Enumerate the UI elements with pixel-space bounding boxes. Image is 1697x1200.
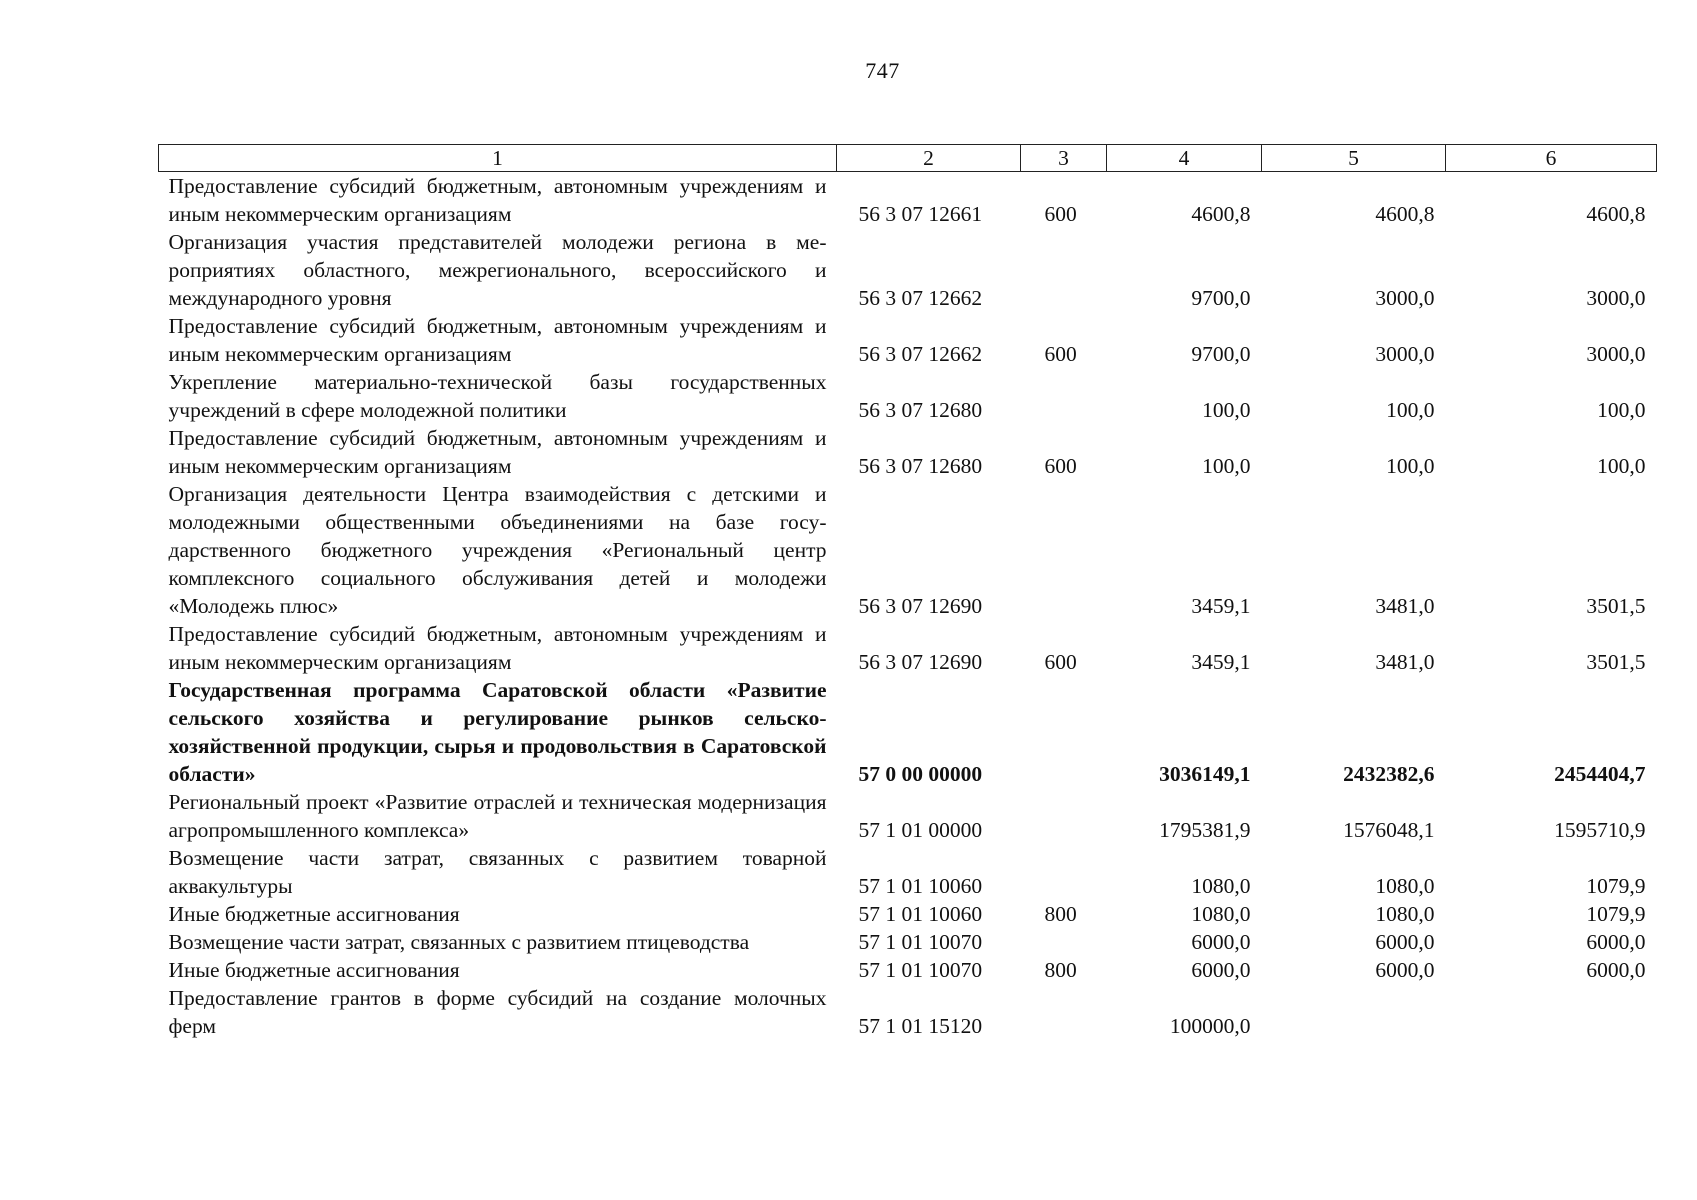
row-expense-kind: [1021, 788, 1107, 844]
row-expense-kind: 600: [1044, 202, 1077, 226]
table-header: [159, 145, 1657, 172]
row-value-col5: 3000,0: [1375, 342, 1435, 366]
row-value-col4: 6000,0: [1191, 930, 1251, 954]
table-row: [159, 928, 1657, 956]
row-value-col4: 3036149,1: [1159, 762, 1251, 786]
row-value-col5: 100,0: [1386, 454, 1435, 478]
row-code: 57 0 00 00000: [858, 762, 983, 786]
row-value-col4: 6000,0: [1191, 958, 1251, 982]
row-name: Возмещение части затрат, связанных с развитием товарной аквакультуры: [168, 846, 827, 898]
row-value-col4: 9700,0: [1191, 286, 1251, 310]
row-name: Предоставление субсидий бюджетным, автономным учреждениям и иным некоммерческим организациям: [168, 174, 827, 226]
row-value-col5: 6000,0: [1375, 958, 1435, 982]
row-value-col5: 6000,0: [1375, 930, 1435, 954]
row-name: Организация участия представителей молодежи региона в мероприятиях областного, межрегионального, всероссийского и международного уровня: [168, 230, 827, 310]
row-name: Иные бюджетные ассигнования: [168, 902, 460, 926]
row-value-col6: 6000,0: [1586, 958, 1646, 982]
row-name: Государственная программа Саратовской области «Развитие сельского хозяйства и регулирование рынков сельскохозяйственной продукции, сырья и продовольствия в Саратовской области»: [168, 678, 827, 786]
row-name: Укрепление материально-технической базы государственных учреждений в сфере молодежной политики: [168, 370, 827, 422]
row-expense-kind: [1021, 480, 1107, 620]
page-number: 747: [865, 58, 900, 83]
row-expense-kind: [1021, 676, 1107, 788]
row-expense-kind: [1021, 844, 1107, 900]
header-col-2: 2: [837, 145, 1021, 172]
table-row: [159, 228, 1657, 312]
row-name: Организация деятельности Центра взаимодействия с детскими и молодежными общественными объединениями на базе государственного бюджетного учреждения «Региональный центр комплексного социального обслуживания детей и молодежи «Молодежь плюс»: [168, 482, 827, 618]
row-code: 57 1 01 00000: [858, 818, 983, 842]
row-value-col6: [1446, 984, 1657, 1040]
row-value-col5: 2432382,6: [1343, 762, 1435, 786]
table-row: [159, 984, 1657, 1040]
row-value-col5: 1080,0: [1375, 874, 1435, 898]
row-value-col4: 100000,0: [1169, 1014, 1251, 1038]
table-row: [159, 172, 1657, 229]
row-expense-kind: 800: [1044, 958, 1077, 982]
table-row: [159, 368, 1657, 424]
table-row: [159, 844, 1657, 900]
row-name: Предоставление субсидий бюджетным, автономным учреждениям и иным некоммерческим организациям: [168, 622, 827, 674]
row-value-col4: 1080,0: [1191, 902, 1251, 926]
row-expense-kind: 600: [1044, 650, 1077, 674]
row-value-col6: 100,0: [1597, 454, 1646, 478]
row-value-col6: 4600,8: [1586, 202, 1646, 226]
row-value-col6: 3501,5: [1586, 650, 1646, 674]
table-row: [159, 900, 1657, 928]
row-code: 57 1 01 10060: [858, 874, 983, 898]
header-col-6: 6: [1446, 145, 1657, 172]
row-value-col6: 1595710,9: [1554, 818, 1646, 842]
row-code: 56 3 07 12661: [858, 202, 983, 226]
row-code: 57 1 01 10060: [858, 902, 983, 926]
budget-table: [158, 144, 1657, 1040]
row-name: Предоставление субсидий бюджетным, автономным учреждениям и иным некоммерческим организациям: [168, 426, 827, 478]
table-body: [159, 172, 1657, 1041]
row-value-col6: 100,0: [1597, 398, 1646, 422]
row-value-col5: 4600,8: [1375, 202, 1435, 226]
table-row: [159, 424, 1657, 480]
table-row: [159, 788, 1657, 844]
table-row: [159, 676, 1657, 788]
row-value-col5: 100,0: [1386, 398, 1435, 422]
header-col-3: 3: [1021, 145, 1107, 172]
row-name: Возмещение части затрат, связанных с развитием птицеводства: [168, 930, 750, 954]
row-code: 56 3 07 12662: [858, 286, 983, 310]
row-value-col4: 9700,0: [1191, 342, 1251, 366]
row-value-col6: 1079,9: [1586, 874, 1646, 898]
row-code: 56 3 07 12662: [858, 342, 983, 366]
row-value-col6: 3501,5: [1586, 594, 1646, 618]
header-col-5: 5: [1262, 145, 1446, 172]
row-code: 56 3 07 12680: [858, 454, 983, 478]
row-value-col6: 2454404,7: [1554, 762, 1646, 786]
row-code: 56 3 07 12680: [858, 398, 983, 422]
row-value-col4: 1080,0: [1191, 874, 1251, 898]
row-value-col5: 1576048,1: [1343, 818, 1435, 842]
row-value-col4: 1795381,9: [1159, 818, 1251, 842]
row-value-col6: 3000,0: [1586, 286, 1646, 310]
row-name: Иные бюджетные ассигнования: [168, 958, 460, 982]
row-name: Региональный проект «Развитие отраслей и техническая модернизация агропромышленного комплекса»: [168, 790, 827, 842]
table-row: [159, 956, 1657, 984]
header-col-1: 1: [159, 145, 837, 172]
row-value-col4: 3459,1: [1191, 650, 1251, 674]
row-code: 56 3 07 12690: [858, 594, 983, 618]
row-expense-kind: [1021, 368, 1107, 424]
row-expense-kind: [1021, 984, 1107, 1040]
row-value-col5: [1262, 984, 1446, 1040]
row-value-col5: 1080,0: [1375, 902, 1435, 926]
row-value-col5: 3481,0: [1375, 650, 1435, 674]
row-value-col6: 6000,0: [1586, 930, 1646, 954]
row-value-col5: 3000,0: [1375, 286, 1435, 310]
row-value-col6: 1079,9: [1586, 902, 1646, 926]
table-row: [159, 312, 1657, 368]
table-row: [159, 620, 1657, 676]
row-value-col4: 100,0: [1202, 398, 1251, 422]
row-name: Предоставление грантов в форме субсидий на создание молочных ферм: [168, 986, 827, 1038]
row-value-col6: 3000,0: [1586, 342, 1646, 366]
row-code: 57 1 01 10070: [858, 930, 983, 954]
row-value-col4: 4600,8: [1191, 202, 1251, 226]
row-code: 57 1 01 10070: [858, 958, 983, 982]
row-value-col4: 100,0: [1202, 454, 1251, 478]
row-expense-kind: [1021, 928, 1107, 956]
row-value-col4: 3459,1: [1191, 594, 1251, 618]
header-col-4: 4: [1107, 145, 1262, 172]
row-expense-kind: 600: [1044, 454, 1077, 478]
row-expense-kind: [1021, 228, 1107, 312]
row-expense-kind: 600: [1044, 342, 1077, 366]
table-row: [159, 480, 1657, 620]
row-code: 56 3 07 12690: [858, 650, 983, 674]
row-expense-kind: 800: [1044, 902, 1077, 926]
row-code: 57 1 01 15120: [858, 1014, 983, 1038]
row-value-col5: 3481,0: [1375, 594, 1435, 618]
row-name: Предоставление субсидий бюджетным, автономным учреждениям и иным некоммерческим организациям: [168, 314, 827, 366]
